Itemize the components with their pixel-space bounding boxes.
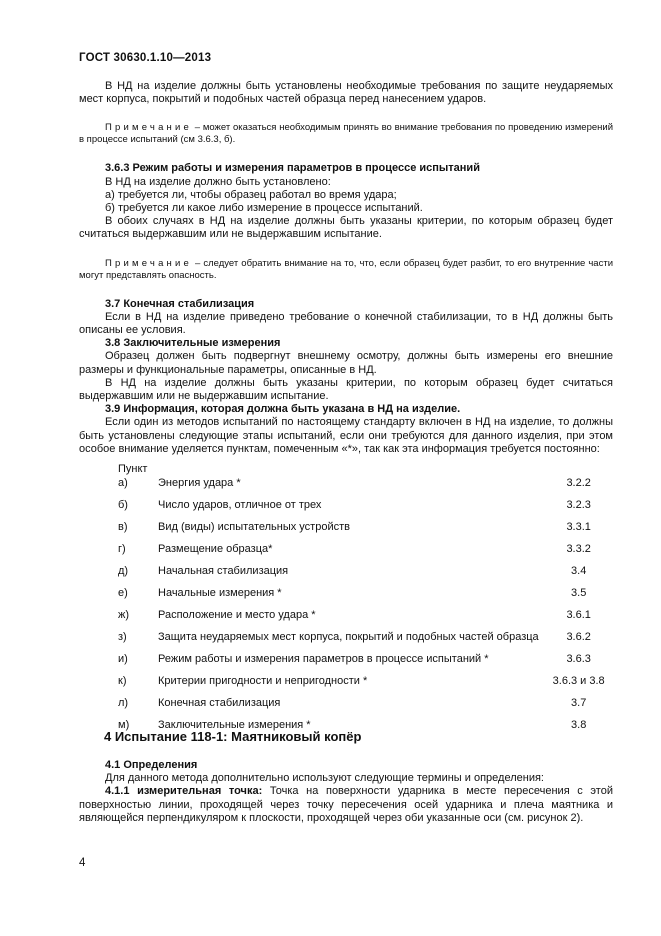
s37-text: Если в НД на изделие приведено требование о конечной стабилизации, то в НД должны быть описаны ее условия. <box>79 310 613 337</box>
heading-3-9: 3.9 Информация, которая должна быть указана в НД на изделие. <box>105 403 461 416</box>
item-letter: з) <box>118 631 127 643</box>
item-letter: е) <box>118 587 128 599</box>
item-text: Расположение и место удара * <box>158 609 316 621</box>
item-letter: г) <box>118 543 126 555</box>
item-ref: 3.7 <box>571 697 587 709</box>
item-row <box>118 675 619 697</box>
item-ref: 3.6.2 <box>566 631 591 643</box>
item-row <box>118 697 619 719</box>
item-ref: 3.8 <box>571 719 587 731</box>
item-letter: д) <box>118 565 129 577</box>
note-2-label: Примечание <box>105 257 192 269</box>
s39-text: Если один из методов испытаний по настоящему стандарту включен в НД на изделие, то должны быть установлены следующие этапы испытаний, если они требуются для данного изделия, при этом особое внимание уделяется пунктам, помеченным «*», так как эта информация требуется постоянно: <box>79 416 613 455</box>
item-row <box>118 587 619 609</box>
item-text: Критерии пригодности и непригодности * <box>158 675 368 687</box>
item-letter: ж) <box>118 609 130 621</box>
item-text: Защита неударяемых мест корпуса, покрытий и подобных частей образца <box>158 631 539 643</box>
item-letter: м) <box>118 719 130 731</box>
item-text: Число ударов, отличное от трех <box>158 499 322 511</box>
item-ref: 3.2.3 <box>566 499 591 511</box>
s38-text-2: В НД на изделие должны быть указаны критерии, по которым образец будет считаться выдержавшим или не выдержавшим испытание. <box>79 376 613 403</box>
note-2-text: – следует обратить внимание на то, что, если образец будет разбит, то его внутренние части могут представлять опасность. <box>79 257 613 281</box>
section-4-intro: Для данного метода дополнительно используют следующие термины и определения: <box>105 772 544 785</box>
item-row <box>118 565 619 587</box>
item-text: Начальные измерения * <box>158 587 282 599</box>
heading-4-1: 4.1 Определения <box>105 759 198 771</box>
item-text: Энергия удара * <box>158 477 241 489</box>
note-1-label: Примечание <box>105 122 192 134</box>
item-row <box>118 631 619 653</box>
item-row <box>118 609 619 631</box>
note-1 <box>79 122 613 146</box>
item-text: Конечная стабилизация <box>158 697 281 709</box>
section-4-content <box>79 759 613 825</box>
item-ref: 3.6.3 и 3.8 <box>552 675 605 687</box>
item-text: Вид (виды) испытательных устройств <box>158 521 350 533</box>
section-4-heading: 4 Испытание 118-1: Маятниковый копёр <box>104 729 362 744</box>
item-ref: 3.6.3 <box>566 653 591 665</box>
term-4-1-1 <box>79 785 613 825</box>
item-row <box>118 477 619 499</box>
item-row <box>118 543 619 565</box>
heading-3-7: 3.7 Конечная стабилизация <box>105 297 255 310</box>
items-column-header: Пункт <box>118 463 148 475</box>
item-ref: 3.6.1 <box>566 609 591 621</box>
item-ref: 3.5 <box>571 587 587 599</box>
item-ref: 3.3.2 <box>566 543 591 555</box>
term-label: 4.1.1 измерительная точка: <box>105 785 263 798</box>
items-table <box>118 477 619 741</box>
note-2 <box>79 258 613 282</box>
item-row <box>118 521 619 543</box>
heading-3-6-3: 3.6.3 Режим работы и измерения параметров в процессе испытаний <box>105 162 480 175</box>
s363-item-b: б) требуется ли какое либо измерение в процессе испытаний. <box>105 202 423 215</box>
heading-3-8: 3.8 Заключительные измерения <box>105 337 281 350</box>
standard-header: ГОСТ 30630.1.10—2013 <box>79 52 212 64</box>
intro-paragraph: В НД на изделие должны быть установлены необходимые требования по защите неударяемых мест корпуса, покрытий и подобных частей образца перед нанесением ударов. <box>79 80 613 106</box>
item-row <box>118 499 619 521</box>
item-letter: в) <box>118 521 128 533</box>
item-letter: и) <box>118 653 128 665</box>
item-text: Заключительные измерения * <box>158 719 311 731</box>
item-letter: а) <box>118 477 128 489</box>
item-ref: 3.2.2 <box>566 477 591 489</box>
item-text: Размещение образца* <box>158 543 273 555</box>
item-ref: 3.3.1 <box>566 521 591 533</box>
s38-text-1: Образец должен быть подвергнут внешнему осмотру, должны быть измерены его внешние размеры и функциональные параметры, описанные в НД. <box>79 350 613 376</box>
term-text: Точка на поверхности ударника в месте пересечения с этой поверхностью линии, проходящей через точку пересечения осей ударника и плеча маятника и являющейся перпендикуляром к плоскости, проходящей через оби указанные оси (см. рисунок 2). <box>79 785 613 824</box>
item-letter: б) <box>118 499 128 511</box>
item-ref: 3.4 <box>571 565 587 577</box>
note-1-text: – может оказаться необходимым принять во внимание требования по проведению измерений в процессе испытаний (см 3.6.3, б). <box>79 122 613 146</box>
main-content <box>79 80 613 456</box>
item-text: Режим работы и измерения параметров в процессе испытаний * <box>158 653 489 665</box>
item-letter: л) <box>118 697 129 709</box>
page-number: 4 <box>79 857 86 869</box>
s363-paragraph: В обоих случаях в НД на изделие должны быть указаны критерии, по которым образец будет считаться выдержавшим или не выдержавшим испытание. <box>79 215 613 241</box>
s363-line1: В НД на изделие должно быть установлено: <box>105 175 331 188</box>
s363-item-a: а) требуется ли, чтобы образец работал во время удара; <box>105 188 397 201</box>
item-row <box>118 653 619 675</box>
item-text: Начальная стабилизация <box>158 565 289 577</box>
item-letter: к) <box>118 675 127 687</box>
